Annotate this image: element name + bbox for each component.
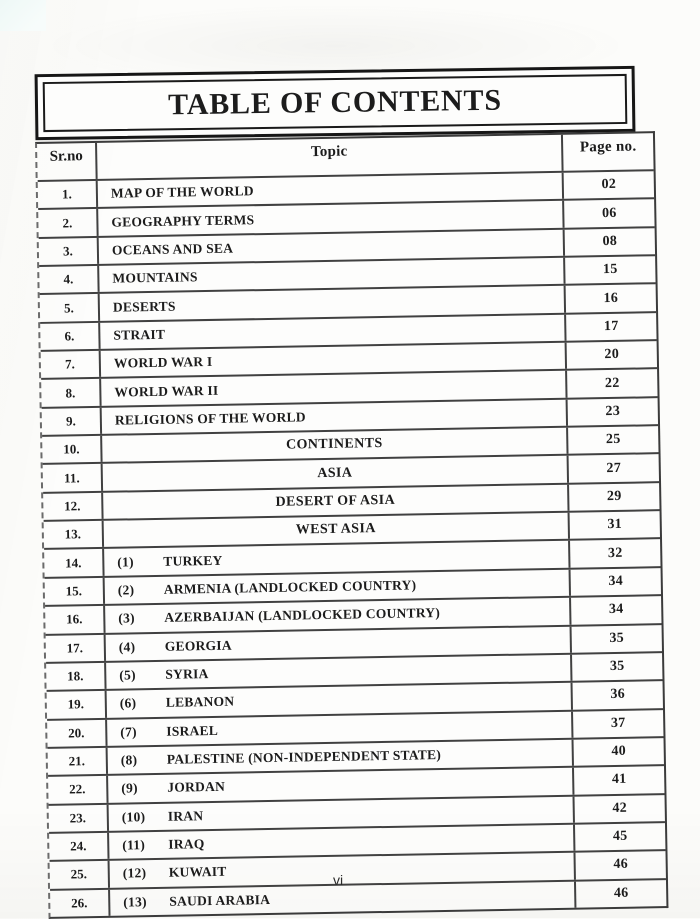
row-srno: 21. <box>48 748 108 775</box>
row-topic-label: ARMENIA (LANDLOCKED COUNTRY) <box>163 577 417 597</box>
row-topic-label: DESERTS <box>112 298 176 315</box>
row-topic-label: MOUNTAINS <box>112 269 198 286</box>
column-header-topic: Topic <box>97 135 564 179</box>
row-topic-label: MAP OF THE WORLD <box>110 183 254 201</box>
table-body <box>38 169 667 917</box>
row-pageno: 08 <box>602 233 618 249</box>
row-srno: 6. <box>40 323 100 350</box>
row-srno: 20. <box>47 719 107 746</box>
row-subnumber: (9) <box>121 780 138 796</box>
row-subnumber: (4) <box>118 638 136 655</box>
row-srno: 3. <box>39 238 99 265</box>
row-srno: 10. <box>42 436 102 463</box>
row-topic-label: CONTINENTS <box>285 436 383 453</box>
toc-table <box>35 131 668 919</box>
row-pageno: 15 <box>602 262 618 278</box>
row-topic-label: ISRAEL <box>166 722 219 739</box>
row-srno: 11. <box>43 464 103 491</box>
row-topic-label: OCEANS AND SEA <box>111 240 234 258</box>
row-srno: 9. <box>42 408 102 435</box>
row-topic-label: WEST ASIA <box>295 521 376 538</box>
row-srno: 4. <box>39 266 99 293</box>
row-srno: 13. <box>44 521 104 548</box>
row-topic-label: RELIGIONS OF THE WORLD <box>114 409 306 428</box>
row-topic-label: AZERBAIJAN (LANDLOCKED COUNTRY) <box>164 605 441 626</box>
row-pageno: 20 <box>604 347 620 363</box>
row-pageno: 22 <box>604 375 620 391</box>
row-srno: 26. <box>50 889 110 916</box>
row-pageno: 32 <box>607 545 623 561</box>
row-pageno: 17 <box>603 318 619 334</box>
row-topic-label: SAUDI ARABIA <box>169 891 271 909</box>
row-pageno: 02 <box>601 177 617 193</box>
page-title: TABLE OF CONTENTS <box>167 83 503 122</box>
row-pageno: 16 <box>603 290 619 306</box>
row-pageno: 06 <box>601 205 617 221</box>
row-srno: 24. <box>49 833 109 860</box>
row-topic-label: GEOGRAPHY TERMS <box>111 211 255 230</box>
row-pageno: 31 <box>607 517 623 533</box>
row-subnumber: (5) <box>119 667 136 683</box>
row-subnumber: (3) <box>118 610 135 626</box>
row-pageno: 37 <box>610 715 626 731</box>
row-topic-label: IRAQ <box>168 836 205 852</box>
row-subnumber: (6) <box>119 695 137 711</box>
row-topic-label: GEORGIA <box>164 637 232 654</box>
title-box <box>35 66 636 140</box>
row-pageno: 40 <box>611 743 627 760</box>
row-subnumber: (11) <box>122 837 146 853</box>
row-pageno: 41 <box>611 772 627 788</box>
row-pageno: 45 <box>612 828 628 845</box>
row-pageno: 34 <box>608 602 624 618</box>
row-subnumber: (1) <box>117 553 134 570</box>
row-srno: 12. <box>43 493 103 520</box>
row-srno: 15. <box>45 578 105 605</box>
row-srno: 14. <box>44 549 104 576</box>
row-pageno: 27 <box>606 460 622 476</box>
row-pageno: 29 <box>606 488 622 505</box>
row-pageno: 23 <box>605 403 621 420</box>
row-topic-label: LEBANON <box>165 693 235 711</box>
row-pageno: 36 <box>610 687 626 703</box>
row-topic-label: STRAIT <box>113 326 166 343</box>
row-topic-label: WORLD WAR II <box>114 382 219 400</box>
row-pageno: 42 <box>612 800 628 816</box>
row-pageno: 34 <box>608 573 624 590</box>
footer-page-number: vi <box>332 872 344 888</box>
row-topic-label: WORLD WAR I <box>113 354 213 371</box>
row-pageno: 25 <box>605 432 621 448</box>
row-pageno: 35 <box>609 658 625 675</box>
row-srno: 2. <box>38 209 98 236</box>
row-srno: 22. <box>48 776 108 803</box>
row-topic-label: SYRIA <box>165 666 209 682</box>
row-topic-label: PALESTINE (NON-INDEPENDENT STATE) <box>166 747 442 767</box>
scan-corner-mark <box>0 0 46 31</box>
row-subnumber: (7) <box>120 724 137 740</box>
row-srno: 5. <box>40 294 100 321</box>
row-subnumber: (10) <box>121 808 146 825</box>
row-subnumber: (13) <box>123 893 147 910</box>
row-srno: 25. <box>50 861 110 888</box>
row-srno: 23. <box>49 804 109 831</box>
row-subnumber: (12) <box>122 865 147 882</box>
column-header-srno: Sr.no <box>37 143 98 180</box>
row-pageno: 35 <box>609 630 625 646</box>
row-topic-label: KUWAIT <box>168 864 227 881</box>
row-subnumber: (8) <box>120 752 138 768</box>
row-subnumber: (2) <box>117 582 135 598</box>
row-topic-label: JORDAN <box>167 779 226 796</box>
row-srno: 7. <box>41 351 101 378</box>
column-header-pageno: Page no. <box>579 138 637 156</box>
row-topic-label: ASIA <box>317 465 353 481</box>
title-box-inner-border <box>43 74 628 132</box>
row-srno: 16. <box>45 606 105 633</box>
row-srno: 19. <box>47 691 107 718</box>
row-topic-label: TURKEY <box>163 552 223 569</box>
row-srno: 18. <box>46 663 106 690</box>
row-topic-label: IRAN <box>167 807 204 824</box>
row-srno: 17. <box>46 634 106 661</box>
row-topic-label: DESERT OF ASIA <box>275 492 396 510</box>
row-srno: 1. <box>38 181 98 208</box>
row-srno: 8. <box>41 379 101 406</box>
row-pageno: 46 <box>613 885 629 901</box>
row-pageno: 46 <box>613 857 629 873</box>
